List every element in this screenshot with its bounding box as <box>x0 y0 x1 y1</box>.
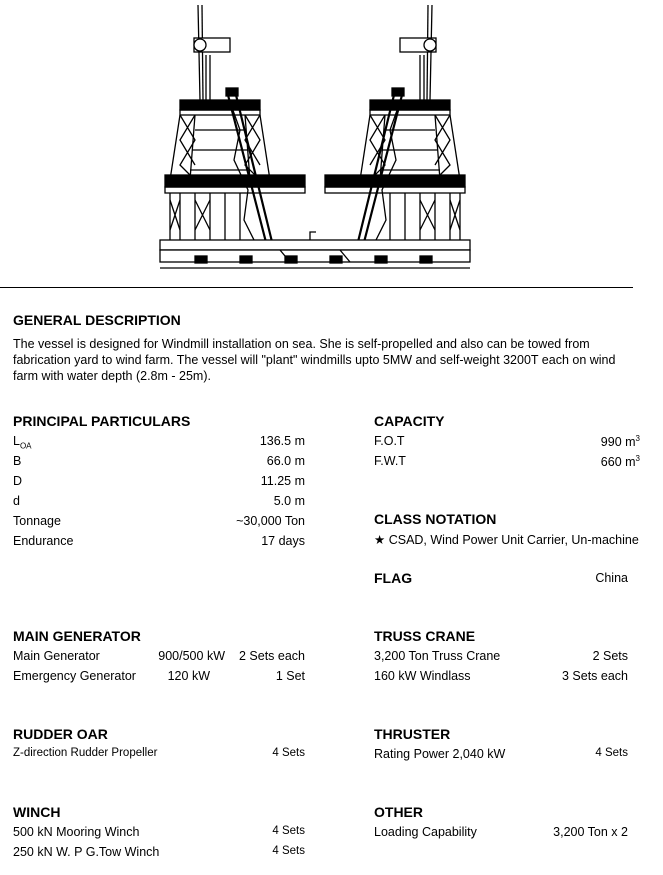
principal-particulars-heading: PRINCIPAL PARTICULARS <box>13 413 191 429</box>
flag-heading: FLAG <box>374 570 413 586</box>
main-generator-label: Main Generator <box>13 649 100 663</box>
mooring-winch-label: 500 kN Mooring Winch <box>13 825 140 839</box>
draft-label: d <box>13 494 20 508</box>
loading-capability-label: Loading Capability <box>374 825 477 839</box>
rudder-propeller-qty: 4 Sets <box>272 747 305 759</box>
capacity-heading: CAPACITY <box>374 413 445 429</box>
general-description-text: The vessel is designed for Windmill installation on sea. She is self-propelled and also can be towed from fabrication yard to wind farm. The vessel will "plant" windmills upto 5MW and self-weight 3200T each on wind farm with water depth (2.8m - 25m). <box>13 337 616 383</box>
draft-value: 5.0 m <box>273 494 305 508</box>
class-notation-heading: CLASS NOTATION <box>374 511 497 527</box>
depth-value: 11.25 m <box>260 474 305 488</box>
emergency-generator-power: 120 kW <box>167 669 210 683</box>
rudder-oar-heading: RUDDER OAR <box>13 726 108 742</box>
main-generator-heading: MAIN GENERATOR <box>13 628 141 644</box>
hull <box>160 232 470 268</box>
fwt-label: F.W.T <box>374 454 406 468</box>
depth-label: D <box>13 474 23 488</box>
truss-crane-label: 3,200 Ton Truss Crane <box>374 649 501 663</box>
b-value: 66.0 m <box>266 454 305 468</box>
emergency-generator-qty: 1 Set <box>275 669 305 683</box>
loa-label: $L_{OA}$ <box>13 434 32 451</box>
fot-value: 990 $m^3$ <box>600 434 640 450</box>
truss-crane-heading: TRUSS CRANE <box>374 628 476 644</box>
flag-value: China <box>595 571 628 585</box>
windlass-label: 160 kW Windlass <box>374 669 471 683</box>
main-generator-qty: 2 Sets each <box>238 649 305 663</box>
thruster-qty: 4 Sets <box>595 747 628 759</box>
section-divider <box>0 287 633 288</box>
fwt-value: 660 $m^3$ <box>600 454 640 470</box>
fot-label: F.O.T <box>374 434 405 448</box>
tonnage-value: ~30,000 Ton <box>236 514 305 528</box>
left-tower <box>165 5 305 250</box>
general-description-heading: GENERAL DESCRIPTION <box>13 312 181 328</box>
tow-winch-qty: 4 Sets <box>272 845 305 857</box>
vessel-elevation-drawing <box>150 0 480 280</box>
star-icon: ★ <box>374 533 386 547</box>
loa-value: 136.5 m <box>259 434 305 448</box>
thruster-heading: THRUSTER <box>374 726 451 742</box>
tow-winch-label: 250 kN W. P G.Tow Winch <box>13 845 160 859</box>
endurance-value: 17 days <box>261 534 305 548</box>
main-generator-power: 900/500 kW <box>158 649 225 663</box>
truss-crane-qty: 2 Sets <box>592 649 628 663</box>
right-tower <box>325 5 465 250</box>
endurance-label: Endurance <box>13 534 74 548</box>
emergency-generator-label: Emergency Generator <box>13 669 136 683</box>
class-notation-text: ★ CSAD, Wind Power Unit Carrier, Un-machine <box>374 533 639 547</box>
b-label: B <box>13 454 22 468</box>
tonnage-label: Tonnage <box>13 514 61 528</box>
thruster-label: Rating Power 2,040 kW <box>374 747 506 761</box>
mooring-winch-qty: 4 Sets <box>272 825 305 837</box>
loading-capability-value: 3,200 Ton x 2 <box>553 825 628 839</box>
other-heading: OTHER <box>374 804 423 820</box>
rudder-propeller-label: Z-direction Rudder Propeller <box>13 747 158 759</box>
winch-heading: WINCH <box>13 804 61 820</box>
windlass-qty: 3 Sets each <box>561 669 628 683</box>
